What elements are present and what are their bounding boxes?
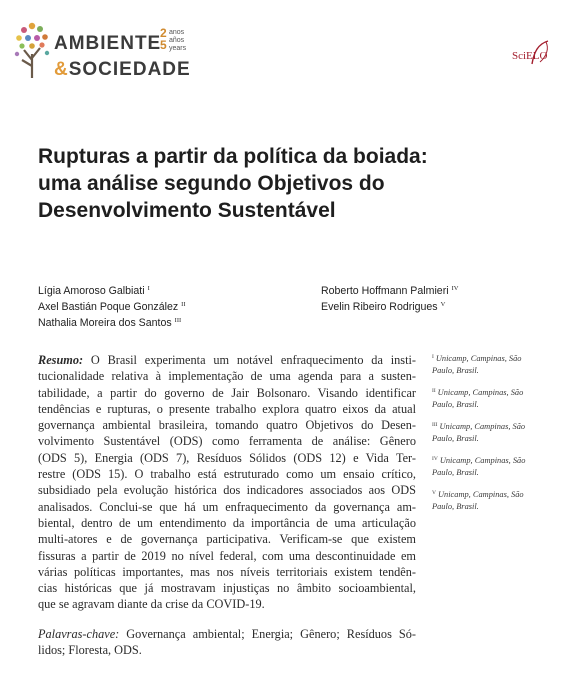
abstract xyxy=(38,352,416,613)
logo-text-ambiente: AMBIENTE xyxy=(54,33,162,54)
keywords-line: Palavras-chave: Governança ambiental; Energia; Gênero; Resíduos Só- xyxy=(38,627,416,641)
affiliation-mark: I xyxy=(432,354,434,360)
authors-right-column xyxy=(321,282,458,314)
anniversary-word-anos: anos xyxy=(169,29,185,36)
author-name[interactable]: Axel Bastián Poque González $^{II}$ xyxy=(38,301,186,313)
author-name[interactable]: Roberto Hoffmann Palmieri $^{IV}$ xyxy=(321,285,459,297)
affiliation-item: $^{IV}$ Unicamp, Campinas, São Paulo, Brasil. xyxy=(432,456,526,477)
abstract-line: Resumo: O Brasil experimenta um notável enfraquecimento da insti- xyxy=(38,353,416,367)
abstract-line: analisados. Conclui-se que há um enfraquecimento da governança am- xyxy=(38,499,416,514)
abstract-line: tucionalidade relativa à implementação de uma agenda para a susten- xyxy=(38,369,416,384)
abstract-line: tabilidade, a partir do governo de Jair Bolsonaro. Visando identificar xyxy=(38,385,416,400)
logo-ampersand: & xyxy=(54,59,69,80)
author-name[interactable]: Evelin Ribeiro Rodrigues $^V$ xyxy=(321,301,446,313)
abstract-line: volvimento Sustentável (ODS) como ferramenta de análise: Gênero xyxy=(38,434,416,449)
affiliation-mark: IV xyxy=(451,285,459,292)
abstract-line: subsidiado pela evolução histórica dos indicadores associados aos ODS xyxy=(38,483,416,498)
article-title xyxy=(38,143,558,224)
scielo-label: SciELO xyxy=(512,50,548,62)
abstract-line: cias históricas que já mostravam injustiças no âmbito socioambiental, xyxy=(38,581,416,596)
affiliation-mark: V xyxy=(432,490,436,496)
title-line: Desenvolvimento Sustentável xyxy=(38,199,336,222)
keywords-line: lidos; Floresta, ODS. xyxy=(38,643,142,658)
abstract-line: restre (ODS 15). O trabalho está estruturado como um ensaio crítico, xyxy=(38,467,416,482)
journal-logo[interactable] xyxy=(12,14,191,84)
affiliation-mark: I xyxy=(147,285,150,292)
affiliation-item: $^V$ Unicamp, Campinas, São Paulo, Brasil. xyxy=(432,490,524,511)
author-name[interactable]: Lígia Amoroso Galbiati $^I$ xyxy=(38,285,150,297)
affiliations xyxy=(432,352,552,522)
affiliation-item: $^{II}$ Unicamp, Campinas, São Paulo, Brasil. xyxy=(432,388,524,409)
affiliation-item: $^I$ Unicamp, Campinas, São Paulo, Brasil. xyxy=(432,354,522,375)
abstract-line: multi-atores e de governança participativa. Verificam-se que existem xyxy=(38,532,416,547)
keywords-label: Palavras-chave: xyxy=(38,627,120,641)
anniversary-word-anos-es: años xyxy=(169,37,185,44)
affiliation-mark: IV xyxy=(432,456,438,462)
logo-sociedade-word: SOCIEDADE xyxy=(68,59,191,80)
title-line: uma análise segundo Objetivos do xyxy=(38,172,385,195)
affiliation-item: $^{III}$ Unicamp, Campinas, São Paulo, Brasil. xyxy=(432,422,526,443)
authors-left-column xyxy=(38,282,186,330)
keywords xyxy=(38,626,416,659)
anniversary-digit-2: 2 xyxy=(160,26,167,40)
author-name[interactable]: Nathalia Moreira dos Santos $^{III}$ xyxy=(38,317,182,329)
abstract-label: Resumo: xyxy=(38,353,84,367)
abstract-line: várias políticas importantes, mas nos níveis territoriais existem tendên- xyxy=(38,564,416,579)
abstract-line: que se agravam diante da crise da COVID-19. xyxy=(38,597,265,612)
scielo-logo[interactable] xyxy=(512,40,552,66)
abstract-line: (ODS 5), Energia (ODS 7), Resíduos Sólidos (ODS 12) e Vida Ter- xyxy=(38,450,416,465)
affiliation-mark: II xyxy=(432,388,436,394)
title-line: Rupturas a partir da política da boiada: xyxy=(38,145,428,168)
affiliation-mark: III xyxy=(174,317,182,324)
abstract-line: biental, dentro de um entendimento da importância de uma articulação xyxy=(38,515,416,530)
abstract-line: tendências e rupturas, o presente trabalho explora quatro eixos da atual xyxy=(38,401,416,416)
tree-logo-icon xyxy=(12,16,52,80)
logo-text-sociedade xyxy=(54,59,191,81)
anniversary-badge xyxy=(160,26,200,56)
affiliation-mark: III xyxy=(432,422,438,428)
anniversary-digit-5: 5 xyxy=(160,38,167,52)
abstract-line: fissuras a partir de 2019 no nível federal, com uma descontinuidade em xyxy=(38,548,416,563)
affiliation-mark: V xyxy=(440,301,446,308)
affiliation-mark: II xyxy=(181,301,186,308)
journal-header xyxy=(0,0,581,90)
anniversary-word-years: years xyxy=(169,45,187,52)
abstract-line: governança ambiental brasileira, tomando quatro Objetivos do Desen- xyxy=(38,418,416,433)
